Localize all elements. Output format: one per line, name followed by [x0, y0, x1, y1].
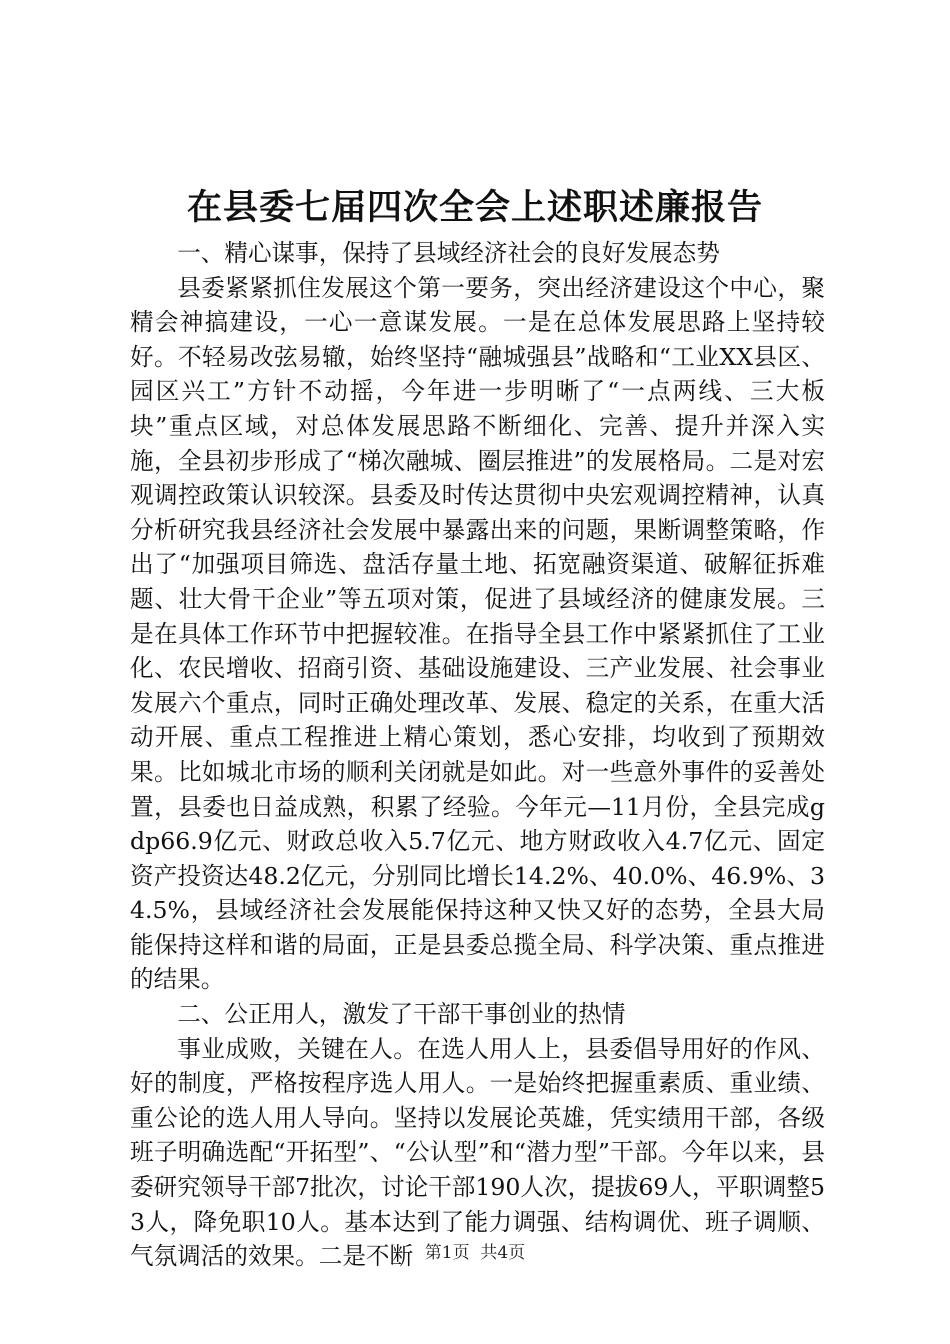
document-title: 在县委七届四次全会上述职述廉报告: [186, 187, 763, 228]
paragraph-1: 县委紧紧抓住发展这个第一要务，突出经济建设这个中心，聚精会神搞建设，一心一意谋发展。一是在总体发展思路上坚持较好。不轻易改弦易辙，始终坚持“融城强县”战略和“工业XX县区、园区兴工”方针不动摇，今年进一步明晰了“一点两线、三大板块”重点区域，对总体发展思路不断细化、完善、提升并深入实施，全县初步形成了“梯次融城、圈层推进”的发展格局。二是对宏观调控政策认识较深。县委及时传达贯彻中央宏观调控精神，认真分析研究我县经济社会发展中暴露出来的问题，果断调整策略，作出了“加强项目筛选、盘活存量土地、拓宽融资渠道、破解征拆难题、壮大骨干企业”等五项对策，促进了县域经济的健康发展。三是在具体工作环节中把握较准。在指导全县工作中紧紧抓住了工业化、农民增收、招商引资、基础设施建设、三产业发展、社会事业发展六个重点，同时正确处理改革、发展、稳定的关系，在重大活动开展、重点工程推进上精心策划，悉心安排，均收到了预期效果。比如城北市场的顺利关闭就是如此。对一些意外事件的妥善处置，县委也日益成熟，积累了经验。今年元—11月份，全县完成gdp66.9亿元、财政总收入5.7亿元、地方财政收入4.7亿元、固定资产投资达48.2亿元，分别同比增长14.2%、40.0%、46.9%、34.5%，县域经济社会发展能保持这种又快又好的态势，全县大局能保持这样和谐的局面，正是县委总揽全局、科学决策、重点推进的结果。: [130, 273, 825, 994]
section-heading-2: 二、公正用人，激发了干部干事创业的热情: [177, 1000, 626, 1029]
page-footer: [0, 1242, 950, 1264]
document-body: [130, 236, 825, 1274]
paragraph-2: 事业成败，关键在人。在选人用人上，县委倡导用好的作风、好的制度，严格按程序选人用人。一是始终把握重素质、重业绩、重公论的选人用人导向。坚持以发展论英雄，凭实绩用干部，各级班子明确选配“开拓型”、“公认型”和“潜力型”干部。今年以来，县委研究领导干部7批次，讨论干部190人次，提拔69人，平职调整53人，降免职10人。基本达到了能力调强、结构调优、班子调顺、气氛调活的效果。二是不断: [130, 1034, 825, 1271]
page-number: 第1页 共4页: [424, 1243, 526, 1263]
section-heading-1: 一、精心谋事，保持了县域经济社会的良好发展态势: [177, 239, 720, 267]
